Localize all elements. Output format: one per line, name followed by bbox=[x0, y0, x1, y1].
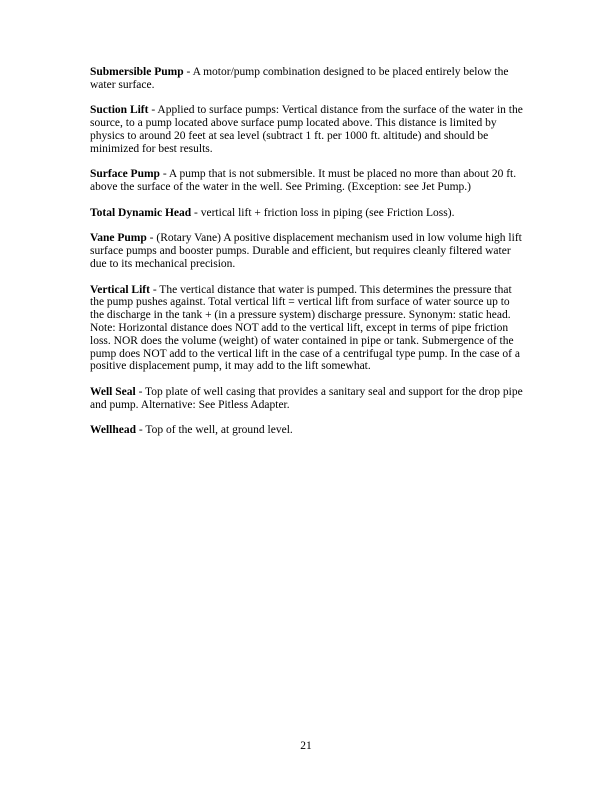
glossary-entry-total-dynamic-head bbox=[90, 207, 524, 220]
entry-term: Suction Lift bbox=[90, 104, 149, 117]
entry-definition: - A pump that is not submersible. It must be placed no more than about 20 ft. above the surface of the water in the well. See Priming. (Exception: see Jet Pump.) bbox=[90, 168, 517, 194]
glossary-entry-surface-pump bbox=[90, 168, 524, 194]
glossary-entry-well-seal bbox=[90, 386, 524, 412]
entry-term: Surface Pump bbox=[90, 168, 160, 181]
entry-definition: - Top of the well, at ground level. bbox=[136, 424, 293, 437]
entry-definition: - The vertical distance that water is pumped. This determines the pressure that the pump pushes against. Total vertical lift = vertical lift from surface of water source up to the discharge in the tank + (in a pressure system) discharge pressure. Synonym: static head. Note: Horizontal distance does NOT add to the vertical lift, except in terms of pipe friction loss. NOR does the volume (weight) of water contained in pipe or tank. Submergence of the pump does NOT add to the vertical lift in the case of a centrifugal type pump. In the case of a positive displacement pump, it may add to the lift somewhat. bbox=[90, 283, 520, 373]
glossary-content bbox=[90, 66, 524, 450]
entry-definition: - A motor/pump combination designed to be placed entirely below the water surface. bbox=[90, 66, 509, 91]
entry-definition: - Top plate of well casing that provides a sanitary seal and support for the drop pipe and pump. Alternative: See Pitless Adapter. bbox=[90, 385, 523, 411]
glossary-entry-wellhead bbox=[90, 424, 524, 437]
entry-definition: - vertical lift + friction loss in piping (see Friction Loss). bbox=[191, 206, 455, 219]
page-number: 21 bbox=[300, 740, 312, 752]
glossary-entry-suction-lift bbox=[90, 104, 524, 155]
entry-term: Well Seal bbox=[90, 385, 136, 398]
entry-definition: - (Rotary Vane) A positive displacement mechanism used in low volume high lift surface pumps and booster pumps. Durable and efficient, but requires cleanly filtered water due to its mechanical precision. bbox=[90, 232, 522, 270]
entry-term: Submersible Pump bbox=[90, 66, 184, 78]
glossary-entry-vane-pump bbox=[90, 232, 524, 270]
entry-definition: - Applied to surface pumps: Vertical distance from the surface of the water in the source, to a pump located above surface pump located above. This distance is limited by physics to around 20 feet at sea level (subtract 1 ft. per 1000 ft. altitude) and should be minimized for best results. bbox=[90, 104, 523, 155]
entry-term: Wellhead bbox=[90, 424, 137, 437]
entry-term: Total Dynamic Head bbox=[90, 206, 192, 219]
glossary-entry-submersible-pump bbox=[90, 66, 524, 92]
entry-term: Vane Pump bbox=[90, 232, 147, 245]
entry-term: Vertical Lift bbox=[90, 283, 150, 296]
glossary-entry-vertical-lift bbox=[90, 284, 524, 374]
